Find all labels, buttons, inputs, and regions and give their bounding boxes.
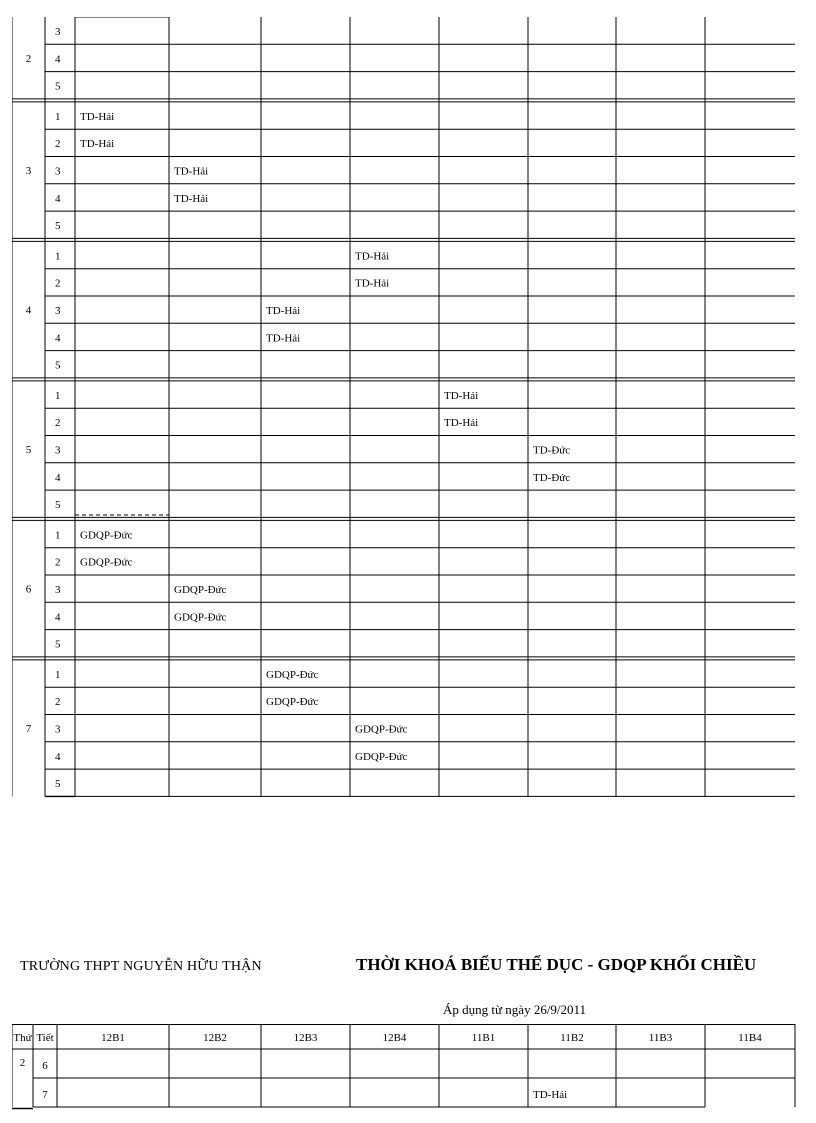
period-number: 3	[55, 305, 61, 317]
timetable-header-table	[12, 1024, 802, 1123]
period-number: 3	[55, 165, 61, 178]
class-slot: TD-Hải	[355, 277, 390, 290]
period-number: 5	[55, 359, 61, 372]
timetable-continued	[12, 17, 802, 807]
class-slot: TD-Hải	[355, 250, 390, 263]
class-slot: GDQP-Đức	[174, 611, 227, 624]
period-number: 3	[55, 723, 61, 736]
column-header: 12B4	[382, 1032, 407, 1044]
timetable-header-grid	[12, 1024, 802, 1123]
period-number: 2	[55, 277, 61, 290]
period-number: 3	[55, 584, 61, 596]
class-slot: GDQP-Đức	[80, 529, 133, 542]
day-number: 5	[25, 444, 32, 457]
class-slot: TD-Đức	[533, 444, 571, 457]
day-number: 2	[19, 1057, 26, 1069]
day-number: 7	[25, 723, 32, 736]
class-slot: TD-Hải	[80, 138, 115, 151]
timetable-grid	[12, 17, 802, 807]
column-header: 11B3	[648, 1032, 673, 1044]
class-slot: GDQP-Đức	[355, 723, 408, 736]
class-slot: TD-Hải	[174, 192, 209, 205]
period-number: 1	[55, 529, 61, 542]
effective-date: Áp dụng từ ngày 26/9/2011	[443, 1002, 587, 1017]
period-number: 4	[55, 53, 61, 66]
class-slot: GDQP-Đức	[266, 696, 319, 709]
period-number: 5	[55, 638, 61, 651]
class-slot: GDQP-Đức	[80, 556, 133, 569]
school-name: TRƯỜNG THPT NGUYỄN HỮU THẬN	[20, 959, 262, 974]
class-slot: TD-Hải	[444, 417, 479, 430]
column-header: 11B2	[560, 1032, 584, 1044]
period-number: 2	[55, 138, 61, 151]
period-number: 2	[55, 417, 61, 430]
class-slot: GDQP-Đức	[355, 750, 408, 763]
class-slot: TD-Hải	[266, 305, 301, 317]
column-header: 12B2	[203, 1032, 227, 1044]
period-number: 1	[55, 389, 61, 402]
period-number: 2	[55, 696, 61, 709]
column-header: 11B1	[471, 1032, 496, 1044]
class-slot: GDQP-Đức	[174, 584, 227, 596]
period-number: 3	[55, 26, 61, 38]
period-number: 5	[55, 778, 61, 791]
class-slot: TD-Hải	[80, 110, 115, 123]
period-number: 4	[55, 750, 61, 763]
class-slot: TD-Hải	[174, 165, 209, 178]
day-number: 3	[25, 165, 32, 178]
class-slot: TD-Hải	[266, 332, 301, 345]
column-header: 11B4	[738, 1032, 762, 1044]
period-number: 5	[55, 220, 61, 233]
day-number: 6	[25, 583, 32, 596]
page-title: THỜI KHOÁ BIỂU THỂ DỤC - GDQP KHỐI CHIỀU	[356, 955, 757, 974]
period-number: 1	[55, 668, 61, 681]
period-number: 4	[55, 332, 61, 345]
period-number: 7	[42, 1089, 48, 1101]
period-number: 4	[55, 471, 61, 484]
class-slot: GDQP-Đức	[266, 668, 319, 681]
period-number: 5	[55, 499, 61, 512]
class-slot: TD-Đức	[533, 471, 571, 484]
column-header: Tiết	[36, 1032, 54, 1044]
column-header: Thứ	[13, 1032, 32, 1044]
period-number: 1	[55, 250, 61, 263]
period-number: 5	[55, 80, 61, 93]
period-number: 3	[55, 444, 61, 457]
period-number: 4	[55, 611, 61, 624]
period-number: 6	[42, 1060, 48, 1072]
class-slot: TD-Hải	[444, 389, 479, 402]
day-number: 4	[25, 304, 32, 317]
column-header: 12B3	[293, 1032, 318, 1044]
period-number: 4	[55, 192, 61, 205]
period-number: 2	[55, 556, 61, 569]
period-number: 1	[55, 110, 61, 123]
day-number: 2	[25, 52, 32, 65]
column-header: 12B1	[101, 1032, 125, 1044]
class-slot: TD-Hải	[533, 1089, 568, 1101]
